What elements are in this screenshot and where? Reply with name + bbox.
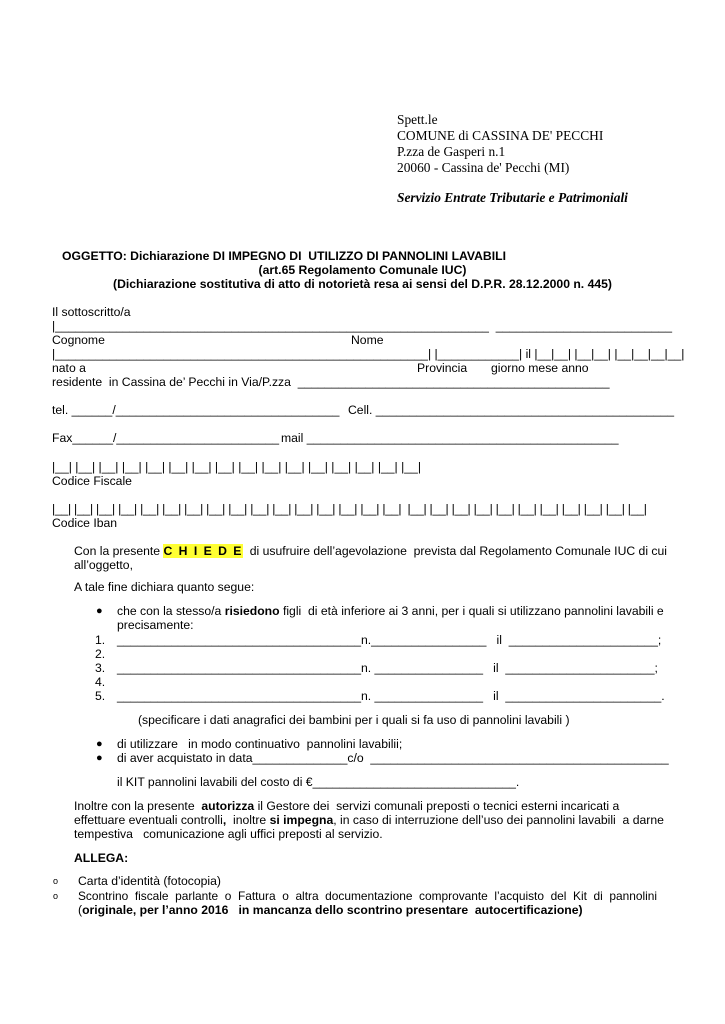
children-intro xyxy=(117,604,664,618)
subject-reference: (art.65 Regolamento Comunale IUC) xyxy=(258,263,467,277)
circle-bullet-icon: o xyxy=(53,891,59,901)
child-row-field[interactable]: ____________________________________n. ________________ il _______________________. xyxy=(117,689,665,703)
child-row-number: 1. xyxy=(95,633,106,647)
authorization-post: il Gestore dei servizi comunali preposti o tecnici esterni incaricati a xyxy=(254,799,620,813)
undersigned-label: Il sottoscritto/a xyxy=(52,305,131,319)
attachment-item-2: Scontrino fiscale parlante o Fattura o altra documentazione comprovante l’acquisto del Kit di pannolini xyxy=(78,889,657,903)
bullet-icon: ● xyxy=(96,605,103,617)
commitment-keyword: si impegna xyxy=(269,813,334,827)
attachments-heading: ALLEGA: xyxy=(74,851,129,865)
children-intro-pre: che con la stesso/a xyxy=(117,604,225,618)
attachment-note-paren: ( xyxy=(78,903,83,917)
children-intro-post: figli di età inferiore ai 3 anni, per i quali si utilizzano pannolini lavabili e xyxy=(279,604,664,618)
codice-iban-boxes[interactable]: |__| |__| |__| |__| |__| |__| |__| |__| |__| |__| |__| |__| |__| |__| |__| |__| |__| |__| |__| |__| |__| |__| |__| |__| |__| |__| |__| xyxy=(52,502,647,516)
provincia-label: Provincia xyxy=(417,361,468,375)
request-pre: Con la presente xyxy=(74,544,164,558)
recipient-city: 20060 - Cassina de' Pecchi (MI) xyxy=(397,160,570,175)
codice-iban-label: Codice Iban xyxy=(52,516,118,530)
bullet-icon: ● xyxy=(96,752,103,764)
authorization-l2-pre: effettuare eventuali controlli xyxy=(74,813,223,827)
recipient-street: P.zza de Gasperi n.1 xyxy=(397,144,506,159)
cell-field[interactable]: Cell. ____________________________________________ xyxy=(348,403,675,417)
child-row-number: 2. xyxy=(95,647,106,661)
authorization-line-2 xyxy=(74,813,664,827)
subject-title: OGGETTO: Dichiarazione DI IMPEGNO DI UTILIZZO DI PANNOLINI LAVABILI xyxy=(62,249,506,263)
attachment-item-2-note xyxy=(78,903,583,917)
child-row-number: 4. xyxy=(95,675,106,689)
fax-field[interactable]: Fax______/________________________ xyxy=(52,431,280,445)
nome-label: Nome xyxy=(351,333,384,347)
chiede-keyword: C H I E D E xyxy=(163,544,243,558)
tel-field[interactable]: tel. ______/_________________________________ xyxy=(52,403,340,417)
children-intro-line2: precisamente: xyxy=(117,618,194,632)
authorization-pre: Inoltre con la presente xyxy=(74,799,202,813)
child-row-number: 5. xyxy=(95,689,106,703)
authorization-line-3: tempestiva comunicazione agli uffici preposti al servizio. xyxy=(74,827,383,841)
authorization-l2-mid: inoltre xyxy=(226,813,270,827)
request-post: di usufruire dell’agevolazione prevista dal Regolamento Comunale IUC di cui xyxy=(242,544,668,558)
authorization-l2-comma: , xyxy=(222,813,227,827)
subject-declaration: (Dichiarazione sostitutiva di atto di notorietà resa ai sensi del D.P.R. 28.12.2000 n. 445) xyxy=(113,277,612,291)
recipient-department: Servizio Entrate Tributarie e Patrimoniali xyxy=(397,190,628,205)
cognome-label: Cognome xyxy=(52,333,105,347)
codice-fiscale-boxes[interactable]: |__| |__| |__| |__| |__| |__| |__| |__| |__| |__| |__| |__| |__| |__| |__| |__| xyxy=(52,460,421,474)
recipient-name: COMUNE di CASSINA DE' PECCHI xyxy=(397,128,604,143)
recipient-salutation: Spett.le xyxy=(397,112,438,127)
circle-bullet-icon: o xyxy=(53,876,59,886)
authorization-keyword: autorizza xyxy=(201,799,255,813)
authorization-l2-post: , in caso di interruzione dell’uso dei pannolini lavabili a darne xyxy=(333,813,664,827)
mail-field[interactable]: mail ______________________________________________ xyxy=(281,431,619,445)
child-row-number: 3. xyxy=(95,661,106,675)
birth-field-line[interactable]: |_______________________________________________________| |____________| il |__|__| |__|__| |__|__|__|__| xyxy=(52,347,685,361)
attachment-item-1: Carta d’identità (fotocopia) xyxy=(78,874,221,888)
authorization-line-1 xyxy=(74,799,619,813)
codice-fiscale-label: Codice Fiscale xyxy=(52,474,132,488)
usage-item-1: di utilizzare in modo continuativo pannolini lavabilii; xyxy=(117,737,403,751)
purchase-field[interactable]: di aver acquistato in data______________c/o ____________________________________________ xyxy=(117,751,669,765)
kit-cost-field[interactable]: il KIT pannolini lavabili del costo di €______________________________. xyxy=(117,775,520,789)
name-field-line[interactable]: |________________________________________________________________ __________________________ xyxy=(52,319,672,333)
child-row-field[interactable]: ____________________________________n. ________________ il ______________________; xyxy=(117,661,658,675)
bullet-icon: ● xyxy=(96,738,103,750)
children-intro-bold: risiedono xyxy=(224,604,280,618)
request-line-2: all’oggetto, xyxy=(74,558,133,572)
residence-field[interactable]: residente in Cassina de’ Pecchi in Via/P.zza ______________________________________________ xyxy=(52,375,610,389)
child-row-field[interactable]: ____________________________________n._________________ il ______________________; xyxy=(117,633,662,647)
attachment-note-bold: originale, per l’anno 2016 in mancanza dello scontrino presentare autocertificazione) xyxy=(82,903,583,917)
declare-intro: A tale fine dichiara quanto segue: xyxy=(74,580,255,594)
request-line xyxy=(74,544,667,558)
nato-label: nato a xyxy=(52,361,86,375)
children-note: (specificare i dati anagrafici dei bambini per i quali si fa uso di pannolini lavabili ) xyxy=(138,713,570,727)
date-format-label: giorno mese anno xyxy=(491,361,589,375)
